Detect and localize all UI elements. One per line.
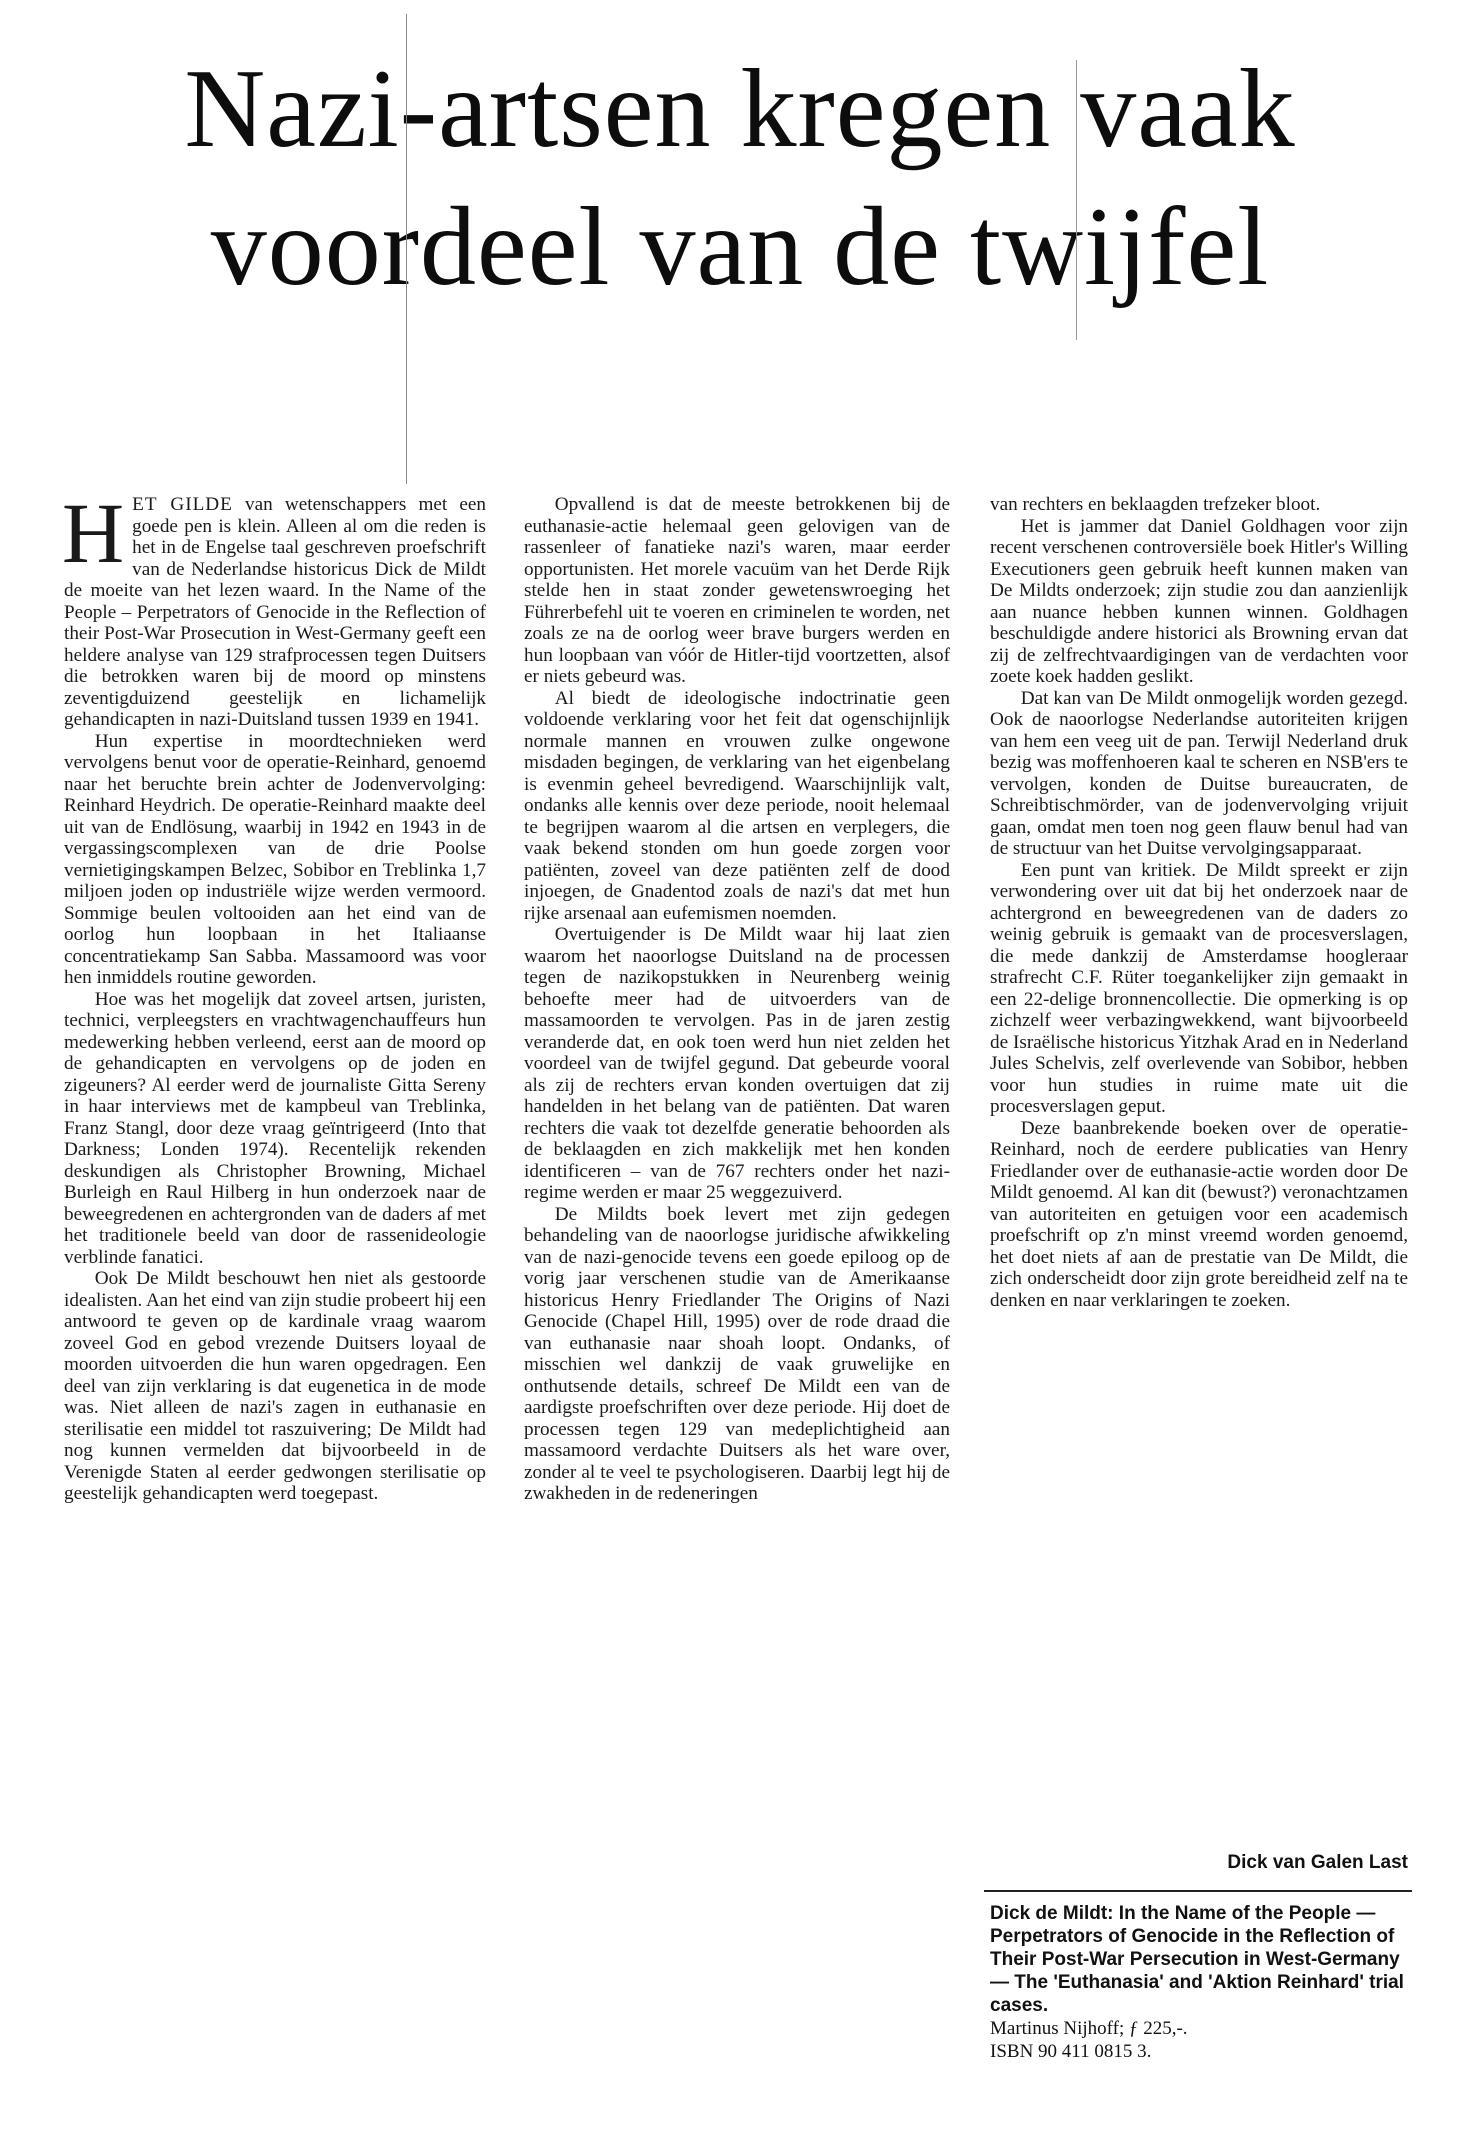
dropcap: H: [62, 485, 125, 581]
byline: Dick van Galen Last: [1227, 1852, 1408, 1873]
paragraph: Al biedt de ideologische indoctrinatie geen voldoende verklaring voor het feit dat ogenschijnlijk normale mannen en vrouwen zulke ongewone misdaden begingen, de verklaring van het eigenbelang is evenmin geheel bevredigend. Waarschijnlijk valt, ondanks alle kennis over deze periode, nooit helemaal te begrijpen waarom al die artsen en verplegers, die vaak bekend stonden om hun goede zorgen voor patiënten, zoveel van deze patiënten zelf de dood injoegen, de Gnadentod zoals de nazi's dat met hun rijke arsenaal aan eufemismen noemden.: [524, 687, 950, 924]
paragraph: Ook De Mildt beschouwt hen niet als gestoorde idealisten. Aan het eind van zijn studie probeert hij een antwoord te geven op de kardinale vraag waarom zoveel God en gebod vrezende Duitsers loyaal de moorden uitvoerden die hun waren opgedragen. Een deel van zijn verklaring is dat eugenetica in de mode was. Niet alleen de nazi's zagen in euthanasie en sterilisatie een middel tot raszuivering; De Mildt had nog kunnen vermelden dat bijvoorbeeld in de Verenigde Staten al eerder gedwongen sterilisatie op geestelijk gehandicapten werd toegepast.: [64, 1268, 486, 1504]
paragraph: Een punt van kritiek. De Mildt spreekt er zijn verwondering over uit dat bij het onderzoek naar de achtergrond en beweegredenen van de daders zo weinig gebruik is gemaakt van de procesverslagen, die mede dankzij de Amsterdamse hoogleraar strafrecht C.F. Rüter toegankelijker zijn gemaakt in een 22-delige bronnencollectie. Die opmerking is op zichzelf weer verbazingwekkend, want bijvoorbeeld de Israëlische historicus Yitzhak Arad en in Nederland Jules Schelvis, zelf overlevende van Sobibor, hebben voor hun studies in ruime mate uit die procesverslagen geput.: [990, 859, 1408, 1117]
headline-line-1: Nazi-artsen kregen vaak: [184, 47, 1296, 171]
paragraph-text: van wetenschappers met een goede pen is klein. Alleen al om die reden is het in de Engelse taal geschreven proefschrift van de Nederlandse historicus Dick de Mildt de moeite van het lezen waard. In the Name of the People – Perpetrators of Genocide in the Reflection of their Post-War Prosecution in West-Germany geeft een heldere analyse van 129 strafprocessen tegen Duitsers die betrokken waren bij de moord op minstens zeventigduizend geestelijk en lichamelijk gehandicapten in nazi-Duitsland tussen 1939 en 1941.: [64, 494, 486, 730]
headline: [40, 40, 1440, 316]
paragraph: Hun expertise in moordtechnieken werd vervolgens benut voor de operatie-Reinhard, genoemd naar het beruchte brein achter de Jodenvervolging: Reinhard Heydrich. De operatie-Reinhard maakte deel uit van de Endlösung, waarbij in 1942 en 1943 in de vergassingscomplexen van de drie Poolse vernietigingskampen Belzec, Sobibor en Treblinka 1,7 miljoen joden op industriële wijze werden vermoord. Sommige beulen voltooiden aan het eind van de oorlog hun loopbaan in het Italiaanse concentratiekamp San Sabba. Massamoord was voor hen inmiddels routine geworden.: [64, 730, 486, 988]
book-publisher: Martinus Nijhoff; ƒ 225,-.: [990, 2018, 1188, 2039]
headline-line-2: voordeel van de twijfel: [210, 185, 1270, 309]
article-column-2: [524, 494, 950, 1505]
paragraph: Opvallend is dat de meeste betrokkenen bij de euthanasie-actie helemaal geen gelovigen van de rassenleer of fanatieke nazi's waren, maar eerder opportunisten. Het morele vacuüm van het Derde Rijk stelde hen in staat zonder gewetenswroeging het Führerbefehl uit te voeren en criminelen te worden, net zoals ze na de oorlog weer brave burgers werden en hun loopbaan van vóór de Hitler-tijd voortzetten, alsof er niets gebeurd was.: [524, 494, 950, 687]
lead-caps: ET GILDE: [132, 494, 233, 515]
article-column-1: [62, 485, 486, 1505]
article-column-3: [990, 494, 1408, 1311]
scan-artifact-line: [406, 14, 407, 484]
paragraph: Overtuigender is De Mildt waar hij laat zien waarom het naoorlogse Duitsland na de processen tegen de nazikopstukken in Neurenberg weinig behoefte meer had de uitvoerders van de massamoorden te vervolgen. Pas in de jaren zestig veranderde dat, en ook toen werd hun niet zelden het voordeel van de twijfel gegund. Dat gebeurde vooral als zij de rechters ervan konden overtuigen dat zij handelden in het belang van de patiënten. Dat waren rechters die vaak tot dezelfde generatie behoorden als de beklaagden en zich makkelijk met hen konden identificeren – van de 767 rechters onder het nazi-regime werden er maar 25 weggezuiverd.: [524, 924, 950, 1203]
scan-artifact-line: [1076, 60, 1077, 340]
paragraph: Dat kan van De Mildt onmogelijk worden gezegd. Ook de naoorlogse Nederlandse autoriteiten krijgen van hem een veeg uit de pan. Terwijl Nederland druk bezig was moffenhoeren kaal te scheren en NSB'ers te vervolgen, konden de Duitse bureaucraten, de Schreibtischmörder, van de jodenvervolging vrijuit gaan, omdat men toen nog geen flauw benul had van de structuur van het Duitse vervolgingsapparaat.: [990, 687, 1408, 859]
paragraph: Het is jammer dat Daniel Goldhagen voor zijn recent verschenen controversiële boek Hitler's Willing Executioners geen gebruik heeft kunnen maken van De Mildts onderzoek; zijn studie zou dan aanzienlijk aan nuance hebben kunnen winnen. Goldhagen beschuldigde andere historici als Browning ervan dat zij de zelfrechtvaardigingen van de verdachten voor zoete koek hadden geslikt.: [990, 515, 1408, 687]
book-isbn: ISBN 90 411 0815 3.: [990, 2041, 1152, 2062]
paragraph: Hoe was het mogelijk dat zoveel artsen, juristen, technici, verpleegsters en vrachtwagenchauffeurs hun medewerking hebben verleend, eerst aan de moord op de gehandicapten en vervolgens op de joden en zigeuners? Al eerder werd de journaliste Gitta Sereny in haar interviews met de kampbeul van Treblinka, Franz Stangl, door deze vraag geïntrigeerd (Into that Darkness; Londen 1974). Recentelijk rekenden deskundigen als Christopher Browning, Michael Burleigh en Raul Hilberg in hun onderzoek naar de beweegredenen en achtergronden van de daders af met het traditionele beeld van door de rassenideologie verblinde fanatici.: [64, 988, 486, 1268]
paragraph: Deze baanbrekende boeken over de operatie-Reinhard, noch de eerdere publicaties van Henry Friedlander over de euthanasie-actie worden door De Mildt genoemd. Al kan dit (bewust?) veronachtzamen van autoriteiten en getuigen voor een academisch proefschrift op z'n minst vreemd worden genoemd, het doet niets af aan de prestatie van De Mildt, die zich onderscheidt door zijn grote bereidheid zelf na te denken en naar verklaringen te zoeken.: [990, 1117, 1408, 1311]
divider: [984, 1890, 1412, 1892]
paragraph: [62, 485, 486, 731]
paragraph: De Mildts boek levert met zijn gedegen behandeling van de naoorlogse juridische afwikkeling van de nazi-genocide tevens een goede epiloog op de vorig jaar verschenen studie van de Amerikaanse historicus Henry Friedlander The Origins of Nazi Genocide (Chapel Hill, 1995) over de rode draad die van euthanasie naar shoah loopt. Ondanks, of misschien wel dankzij de vaak gruwelijke en onthutsende details, schreef De Mildt een van de aardigste proefschriften over deze periode. Hij doet de processen tegen 129 van medeplichtigheid aan massamoord verdachte Duitsers als het ware over, zonder al te veel te psychologiseren. Daarbij legt hij de zwakheden in de redeneringen: [524, 1203, 950, 1504]
book-title: Dick de Mildt: In the Name of the People — Perpetrators of Genocide in the Reflection of Their Post-War Persecution in West-Germany — The 'Euthanasia' and 'Aktion Reinhard' trial cases.: [990, 1903, 1404, 2016]
book-info: [990, 1902, 1408, 2063]
paragraph: van rechters en beklaagden trefzeker bloot.: [990, 494, 1321, 515]
